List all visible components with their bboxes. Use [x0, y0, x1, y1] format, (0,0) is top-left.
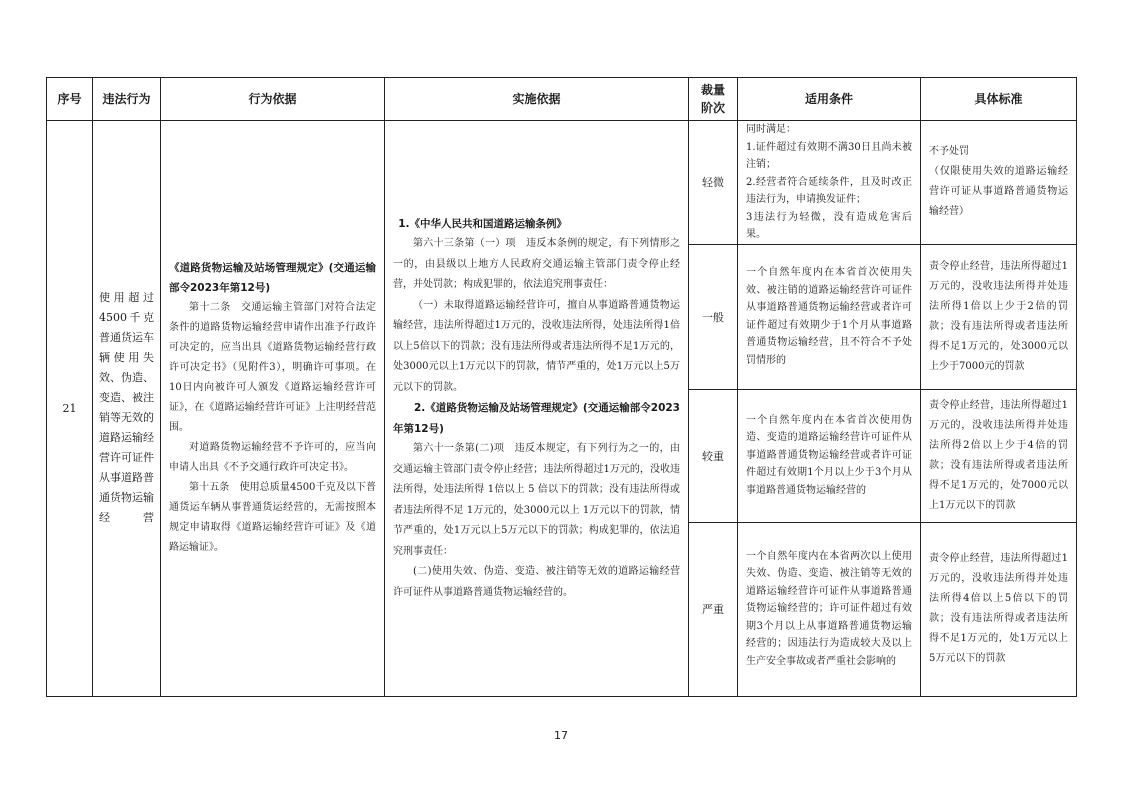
condition-serious: [738, 389, 921, 522]
penalty-table: [46, 77, 1077, 697]
standard-serious: [921, 389, 1077, 522]
basis-cell: [161, 121, 385, 697]
header-row: [47, 78, 1077, 121]
condition-line: 一个自然年度内在本省首次使用伪造、变造的道路运输经营许可证件从事道路普通货物运输经营或者许可证件超过有效期1个月以上少于3个月从事道路普通货物运输经营的: [746, 414, 912, 496]
condition-general: [738, 244, 921, 389]
condition-line: 1.证件超过有效期不满30日且尚未被注销；: [746, 141, 912, 170]
implementation-cell: [385, 121, 689, 697]
header-act: 违法行为: [93, 78, 161, 121]
violation-cell: [93, 121, 161, 697]
level-minor: 轻微: [689, 121, 738, 245]
standard-line: （仅限使用失效的道路运输经营许可证从事道路普通货物运输经营）: [929, 166, 1068, 218]
level-severe: 严重: [689, 522, 738, 696]
basis-para: 对道路货物运输经营不予许可的，应当向申请人出具《不予交通行政许可决定书》。: [169, 442, 376, 474]
level-general: 一般: [689, 244, 738, 389]
header-basis: 行为依据: [161, 78, 385, 121]
standard-severe: [921, 522, 1077, 696]
impl-para: 第六十一条第(二)项 违反本规定，有下列行为之一的，由交通运输主管部门责令停止经营；违法所得超过1万元的，没收违法所得，处违法所得 1倍以上 5 倍以下的罚款；没有违法所得或者违法所得不足 1万元的，处3000元以上 1万元以下的罚款，情节严重的，处1万元以上5万元以下的罚款；构成犯罪的，依法追究刑事责任：: [393, 443, 680, 557]
condition-line: 一个自然年度内在本省两次以上使用失效、伪造、变造、被注销等无效的道路运输经营许可证件从事道路普通货物运输经营的；许可证件超过有效期3个月以上从事道路普通货物运输经营的；因违法行为造成较大及以上生产安全事故或者严重社会影响的: [746, 550, 912, 667]
header-std: 具体标准: [921, 78, 1077, 121]
page-number: 17: [554, 729, 568, 742]
violation-text: 使用超过4500千克普通货运车辆使用失效、伪造、变造、被注销等无效的道路运输经营许可证件从事道路普通货物运输经营: [99, 291, 154, 525]
impl-para: 第六十三条第（一）项 违反本条例的规定，有下列情形之一的，由县级以上地方人民政府交通运输主管部门责令停止经营，并处罚款；构成犯罪的，依法追究刑事责任：: [393, 238, 680, 290]
condition-severe: [738, 522, 921, 696]
condition-line: 3违法行为轻微，没有造成危害后果。: [746, 211, 912, 240]
standard-line: 责令停止经营，违法所得超过1万元的，没收违法所得并处违法所得4倍以上5倍以下的罚款；没有违法所得或者违法所得不足1万元的，处1万元以上5万元以下的罚款: [929, 553, 1068, 664]
basis-title: 《道路货物运输及站场管理规定》(交通运输部令2023年第12号): [169, 262, 376, 295]
standard-line: 责令停止经营，违法所得超过1万元的，没收违法所得并处违法所得1倍以上少于2倍的罚款；没有违法所得或者违法所得不足1万元的，处3000元以上少于7000元的罚款: [929, 260, 1068, 372]
standard-line: 不予处罚: [929, 146, 969, 158]
basis-para: 第十二条 交通运输主管部门对符合法定条件的道路货物运输经营申请作出准予行政许可决定的，应当出具《道路货物运输经营行政许可决定书》（见附件3），明确许可事项。在10日内向被许可人颁发《道路运输经营许可证》，在《道路运输经营许可证》上注明经营范围。: [169, 302, 376, 434]
impl-para: （一）未取得道路运输经营许可，擅自从事道路普通货物运输经营，违法所得超过1万元的，没收违法所得，处违法所得1倍以上5倍以下的罚款；没有违法所得或者违法所得不足1万元的，处3000元以上1万元以下的罚款，情节严重的，处1万元以上5万元以下的罚款。: [393, 299, 680, 393]
impl-para: (二)使用失效、伪造、变造、被注销等无效的道路运输经营许可证件从事道路普通货物运输经营的。: [393, 566, 680, 598]
condition-line: 一个自然年度内在本省首次使用失效、被注销的道路运输经营许可证件从事道路普通货物运输经营或者许可证件超过有效期少于1个月从事道路普通货物运输经营，且不符合不予处罚情形的: [746, 267, 912, 366]
row-number: 21: [47, 121, 93, 697]
standard-line: 责令停止经营，违法所得超过1万元的，没收违法所得并处违法所得2倍以上少于4倍的罚款；没有违法所得或者违法所得不足1万元的，处7000元以上1万元以下的罚款: [929, 399, 1068, 511]
basis-para: 第十五条 使用总质量4500千克及以下普通货运车辆从事普通货运经营的，无需按照本规定申请取得《道路运输经营许可证》及《道路运输证》。: [169, 482, 376, 554]
impl-title-2: 2.《道路货物运输及站场管理规定》(交通运输部令2023年第12号): [393, 402, 680, 435]
standard-general: [921, 244, 1077, 389]
condition-minor: [738, 121, 921, 245]
table-row: [47, 121, 1077, 245]
impl-title-1: 1.《中华人民共和国道路运输条例》: [398, 217, 568, 230]
header-no: 序号: [47, 78, 93, 121]
header-impl: 实施依据: [385, 78, 689, 121]
standard-minor: [921, 121, 1077, 245]
header-level: 裁量阶次: [689, 78, 738, 121]
condition-line: 2.经营者符合延续条件，且及时改正违法行为，申请换发证件；: [746, 176, 912, 205]
header-cond: 适用条件: [738, 78, 921, 121]
level-serious: 较重: [689, 389, 738, 522]
condition-line: 同时满足：: [746, 124, 796, 135]
